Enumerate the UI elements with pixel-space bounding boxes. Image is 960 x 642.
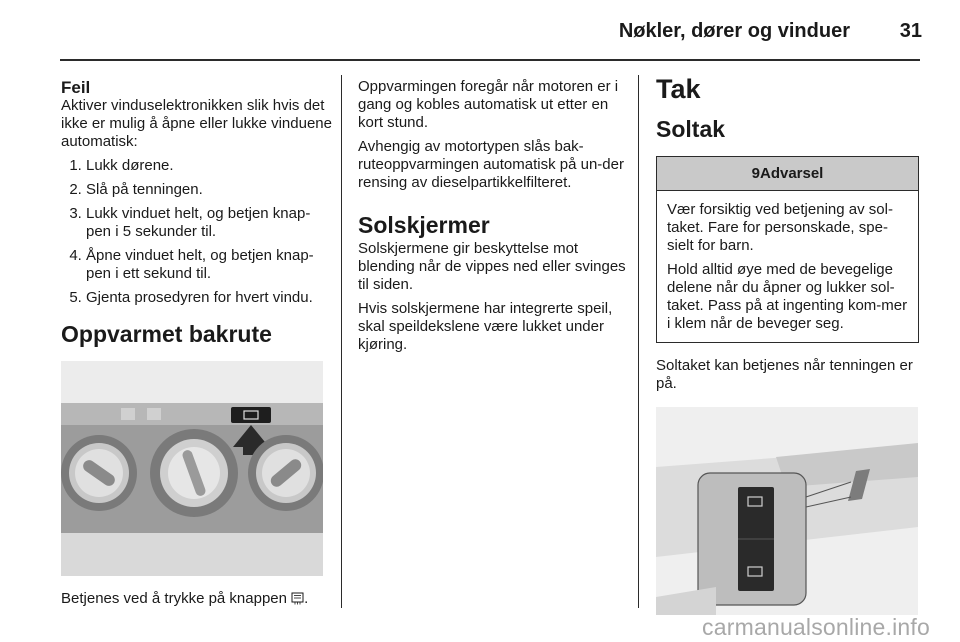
fault-heading: Feil (61, 78, 91, 97)
header-divider (60, 59, 920, 61)
fault-intro: Aktiver vinduselektronikken slik hvis det ikke er mulig å åpne eller lukke vinduene automatisk: (61, 97, 332, 150)
column-1 (61, 78, 333, 610)
sunroof-switch-figure (656, 407, 918, 615)
column-divider-1 (341, 75, 342, 608)
sunvisor-paragraph-2: Hvis solskjermene har integrerte speil, skal speildekslene være lukket under kjøring. (358, 300, 613, 353)
watermark: carmanualsonline.info (702, 614, 930, 640)
fault-step: 4. Åpne vinduet helt, og betjen knap-pen i ett sekund til. (86, 247, 333, 283)
column-divider-2 (638, 75, 639, 608)
roof-heading: Tak (656, 74, 701, 104)
warning-label: Advarsel (759, 165, 824, 182)
caption-end: . (304, 590, 309, 607)
fault-step: 3. Lukk vinduet helt, og betjen knap-pen i 5 sekunder til. (86, 205, 333, 241)
warning-box (656, 156, 919, 343)
climate-control-figure (61, 361, 323, 576)
page-header-title: Nøkler, dører og vinduer (618, 20, 850, 42)
sunvisor-paragraph-1: Solskjermene gir beskyttelse mot blending når de vippes ned eller svinges til siden. (358, 240, 626, 293)
fault-steps-list (61, 157, 333, 307)
figure-caption (61, 590, 333, 610)
warning-paragraph-1: Vær forsiktig ved betjening av sol-taket. Fare for personskade, spe-sielt for barn. (667, 201, 893, 254)
caption-text: Betjenes ved å trykke på knappen (61, 590, 287, 607)
column-3 (656, 74, 919, 615)
sunroof-heading: Soltak (656, 116, 726, 142)
heating-paragraph-2: Avhengig av motortypen slås bak-ruteoppvarmingen automatisk på un-der rensing av dieselpartikkelfilteret. (358, 138, 624, 191)
column-2 (358, 78, 630, 360)
warning-paragraph-2: Hold alltid øye med de bevegelige delene når du åpner og lukker sol-taket. Pass på at ingenting kom-mer i klem når de beveger seg. (667, 261, 908, 332)
fault-step: 2. Slå på tenningen. (86, 181, 333, 199)
fault-step: 1. Lukk dørene. (86, 157, 333, 175)
heated-window-heading: Oppvarmet bakrute (61, 321, 272, 347)
heating-paragraph-1: Oppvarmingen foregår når motoren er i gang og kobles automatisk ut etter en kort stund. (358, 78, 619, 131)
warning-symbol: 9 (751, 165, 760, 182)
warning-body (657, 191, 918, 342)
sunvisor-heading: Solskjermer (358, 212, 490, 238)
rear-window-heater-icon (291, 592, 304, 610)
warning-header (657, 157, 918, 191)
sunroof-text: Soltaket kan betjenes når tenningen er på. (656, 357, 913, 392)
page-number: 31 (899, 20, 922, 42)
fault-step: 5. Gjenta prosedyren for hvert vindu. (86, 289, 333, 307)
